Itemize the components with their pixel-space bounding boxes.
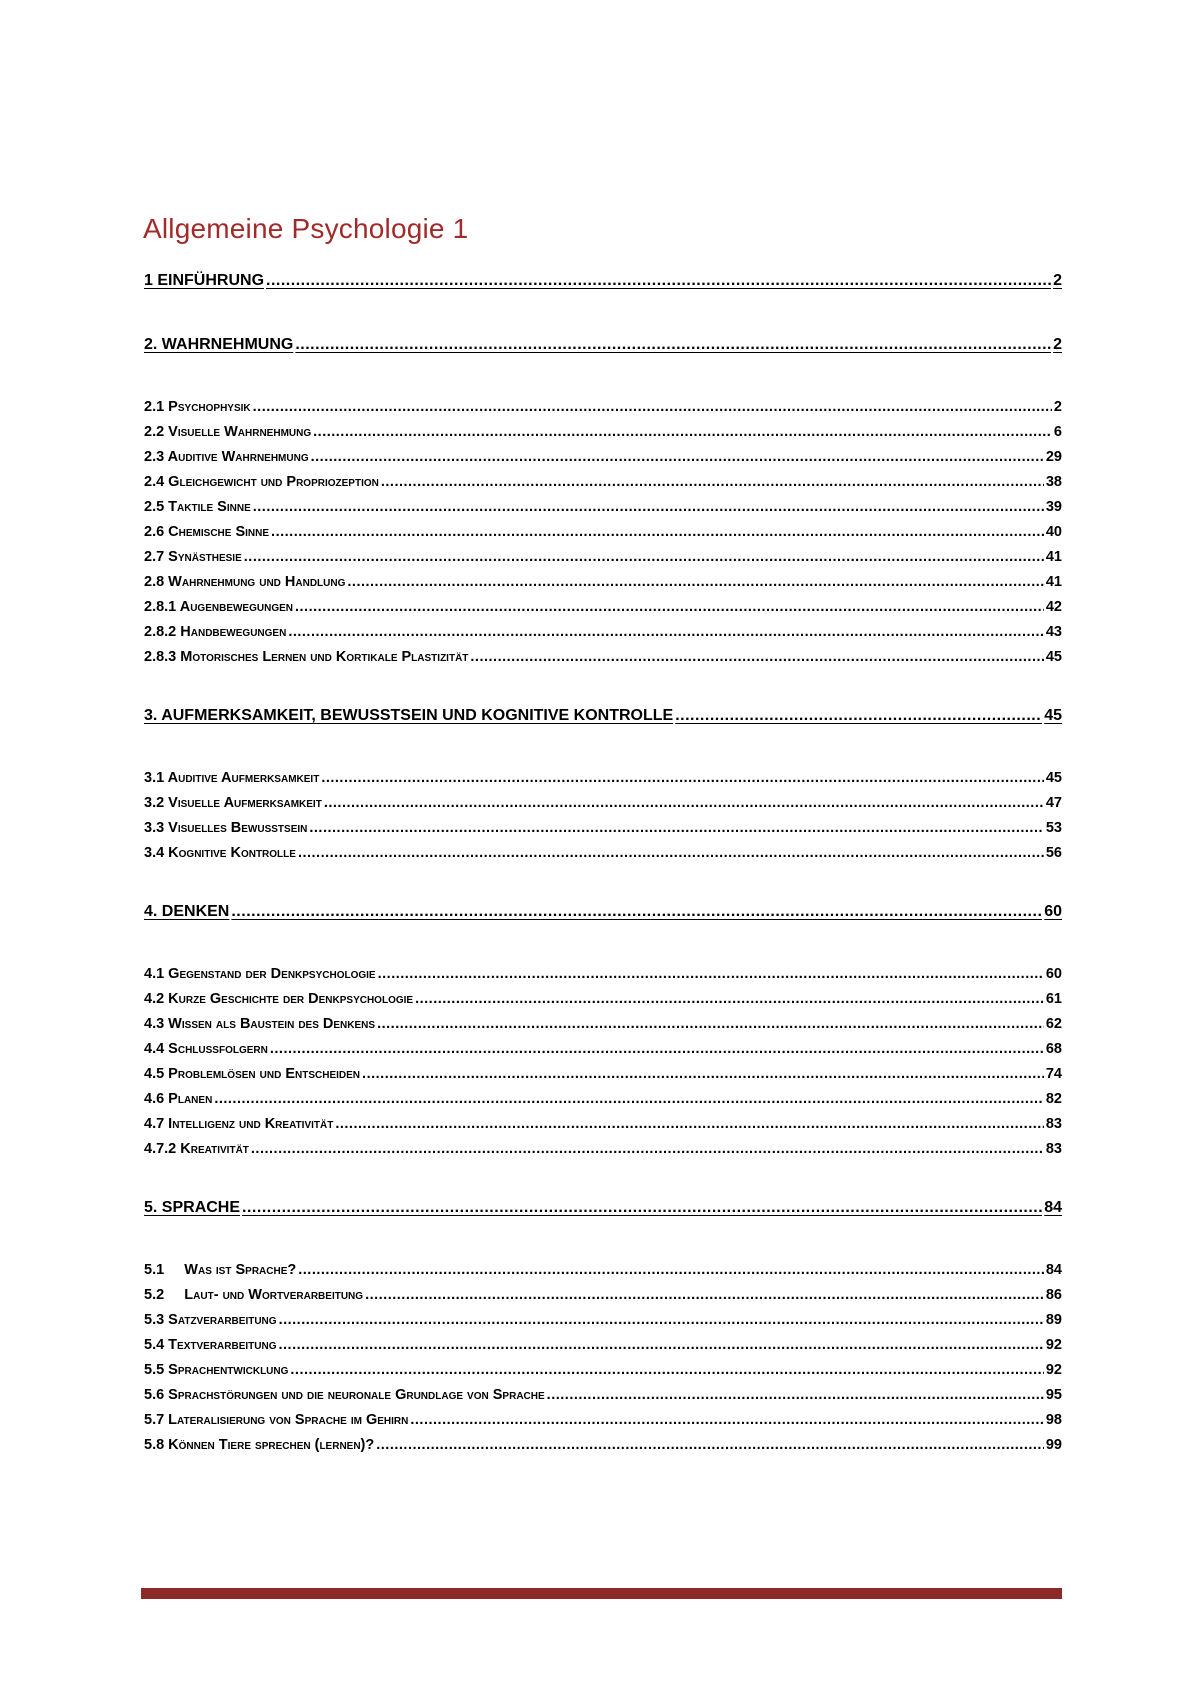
toc-entry-label: 2.4 Gleichgewicht und Propriozeption [144,474,379,490]
toc-entry[interactable] [144,270,1062,292]
toc-entry-page-number: 98 [1045,1412,1062,1428]
toc-entry-label: 5.5 Sprachentwicklung [144,1362,289,1378]
toc-entry[interactable] [144,901,1062,923]
toc-entry[interactable] [144,1434,1062,1456]
toc-entry[interactable] [144,521,1062,543]
toc-entry-label: 1 EINFÜHRUNG [144,272,265,289]
toc-entry[interactable] [144,1138,1062,1160]
toc-entry-page-number: 56 [1045,845,1062,861]
toc-leader-dots [378,963,1044,985]
toc-entry-label: 4.7.2 Kreativität [144,1141,249,1157]
toc-leader-dots [415,988,1044,1010]
toc-entry[interactable] [144,1409,1062,1431]
toc-leader-dots [288,621,1044,643]
toc-leader-dots [214,1088,1044,1110]
toc-entry-label: 2.3 Auditive Wahrnehmung [144,449,309,465]
toc-entry[interactable] [144,421,1062,443]
toc-entry-page-number: 60 [1044,903,1062,920]
toc-leader-dots [298,1259,1044,1281]
toc-entry-page-number: 53 [1045,820,1062,836]
toc-leader-dots [290,1359,1043,1381]
toc-entry-label: 2.8.3 Motorisches Lernen und Kortikale Plastizität [144,649,469,665]
toc-entry[interactable] [144,621,1062,643]
toc-entry[interactable] [144,817,1062,839]
toc-entry-label: 4.2 Kurze Geschichte der Denkpsychologie [144,991,414,1007]
toc-entry-page-number: 92 [1045,1362,1062,1378]
toc-entry-label: 3.1 Auditive Aufmerksamkeit [144,770,320,786]
toc-entry[interactable] [144,646,1062,668]
toc-leader-dots [311,446,1044,468]
toc-entry[interactable] [144,1113,1062,1135]
toc-entry-page-number: 29 [1045,449,1062,465]
toc-entry-page-number: 84 [1044,1199,1062,1216]
toc-entry[interactable] [144,596,1062,618]
toc-leader-dots [253,496,1044,518]
toc-entry[interactable] [144,1013,1062,1035]
toc-entry-page-number: 47 [1045,795,1062,811]
toc-entry-label: 3.4 Kognitive Kontrolle [144,845,296,861]
toc-entry[interactable] [144,842,1062,864]
toc-entry-label: 2.5 Taktile Sinne [144,499,251,515]
toc-leader-dots [410,1409,1043,1431]
toc-leader-dots [266,270,1051,292]
toc-entry-page-number: 83 [1045,1116,1062,1132]
toc-entry-label: 2.7 Synästhesie [144,549,242,565]
toc-entry[interactable] [144,1284,1062,1306]
toc-entry-page-number: 43 [1045,624,1062,640]
toc-entry-page-number: 42 [1045,599,1062,615]
toc-entry[interactable] [144,471,1062,493]
toc-entry-label: 5. SPRACHE [144,1199,241,1216]
toc-entry[interactable] [144,396,1062,418]
toc-entry-page-number: 89 [1045,1312,1062,1328]
toc-entry[interactable] [144,1038,1062,1060]
toc-leader-dots [309,817,1043,839]
toc-entry-page-number: 74 [1045,1066,1062,1082]
toc-leader-dots [547,1384,1044,1406]
toc-leader-dots [271,521,1044,543]
toc-entry-page-number: 39 [1045,499,1062,515]
toc-entry-page-number: 2 [1053,399,1062,415]
toc-entry[interactable] [144,963,1062,985]
toc-entry-page-number: 2 [1053,272,1062,289]
toc-entry-label: 2.8.2 Handbewegungen [144,624,287,640]
toc-entry-label: 5.2 Laut- und Wortverarbeitung [144,1287,364,1303]
toc-leader-dots [347,571,1043,593]
toc-leader-dots [279,1309,1044,1331]
toc-entry-label: 2.2 Visuelle Wahrnehmung [144,424,312,440]
toc-entry[interactable] [144,1063,1062,1085]
toc-entry-label: 2.8 Wahrnehmung und Handlung [144,574,346,590]
toc-entry-label: 3. AUFMERKSAMKEIT, BEWUSSTSEIN UND KOGNITIVE KONTROLLE [144,707,674,724]
toc-leader-dots [313,421,1052,443]
toc-entry-label: 4.4 Schlussfolgern [144,1041,268,1057]
toc-entry[interactable] [144,792,1062,814]
toc-leader-dots [251,1138,1044,1160]
toc-leader-dots [377,1013,1044,1035]
toc-entry-label: 4.5 Problemlösen und Entscheiden [144,1066,361,1082]
toc-leader-dots [362,1063,1044,1085]
toc-leader-dots [675,705,1042,727]
toc-entry[interactable] [144,1259,1062,1281]
toc-leader-dots [231,901,1042,923]
toc-leader-dots [295,334,1051,356]
toc-entry-page-number: 2 [1053,336,1062,353]
footer-rule [141,1588,1062,1599]
toc-leader-dots [335,1113,1044,1135]
toc-entry-page-number: 95 [1045,1387,1062,1403]
toc-leader-dots [253,396,1052,418]
toc-entry[interactable] [144,767,1062,789]
toc-entry-page-number: 38 [1045,474,1062,490]
toc-entry[interactable] [144,571,1062,593]
toc-entry-page-number: 99 [1045,1437,1062,1453]
toc-entry-label: 3.2 Visuelle Aufmerksamkeit [144,795,322,811]
toc-entry-label: 4.3 Wissen als Baustein des Denkens [144,1016,376,1032]
toc-leader-dots [242,1197,1042,1219]
toc-entry-page-number: 45 [1045,649,1062,665]
toc-leader-dots [279,1334,1044,1356]
toc-entry[interactable] [144,1334,1062,1356]
toc-entry-page-number: 41 [1045,574,1062,590]
toc-entry-label: 5.1 Was ist Sprache? [144,1262,297,1278]
toc-entry[interactable] [144,546,1062,568]
toc-entry-label: 5.8 Können Tiere sprechen (lernen)? [144,1437,375,1453]
toc-entry[interactable] [144,334,1062,356]
toc-leader-dots [270,1038,1044,1060]
toc-entry-page-number: 61 [1045,991,1062,1007]
toc-entry-label: 4.6 Planen [144,1091,213,1107]
toc-entry[interactable] [144,1384,1062,1406]
toc-entry[interactable] [144,1359,1062,1381]
toc-leader-dots [470,646,1043,668]
toc-entry-page-number: 45 [1045,770,1062,786]
toc-entry-page-number: 86 [1045,1287,1062,1303]
toc-leader-dots [381,471,1044,493]
toc-entry[interactable] [144,496,1062,518]
toc-leader-dots [295,596,1044,618]
toc-leader-dots [376,1434,1044,1456]
toc-entry-page-number: 6 [1053,424,1062,440]
toc-entry-label: 4.7 Intelligenz und Kreativität [144,1116,334,1132]
toc-entry-label: 2. WAHRNEHMUNG [144,336,294,353]
toc-entry[interactable] [144,705,1062,727]
toc-leader-dots [321,767,1044,789]
toc-entry-page-number: 62 [1045,1016,1062,1032]
toc-entry-page-number: 45 [1044,707,1062,724]
toc-entry[interactable] [144,1088,1062,1110]
toc-entry[interactable] [144,1197,1062,1219]
toc-leader-dots [324,792,1044,814]
toc-entry-page-number: 41 [1045,549,1062,565]
toc-entry-label: 2.8.1 Augenbewegungen [144,599,293,615]
toc-entry[interactable] [144,446,1062,468]
toc-entry-page-number: 83 [1045,1141,1062,1157]
toc-entry-label: 2.6 Chemische Sinne [144,524,270,540]
toc-leader-dots [365,1284,1044,1306]
toc-entry-label: 4. DENKEN [144,903,230,920]
toc-entry-page-number: 82 [1045,1091,1062,1107]
toc-entry-label: 5.7 Lateralisierung von Sprache im Gehirn [144,1412,409,1428]
toc-entry-label: 5.3 Satzverarbeitung [144,1312,277,1328]
toc-entry-page-number: 68 [1045,1041,1062,1057]
toc-entry-page-number: 84 [1045,1262,1062,1278]
toc-entry-page-number: 92 [1045,1337,1062,1353]
toc-entry-label: 3.3 Visuelles Bewusstsein [144,820,308,836]
toc-entry-label: 5.6 Sprachstörungen und die neuronale Grundlage von Sprache [144,1387,545,1403]
toc-entry[interactable] [144,988,1062,1010]
toc-entry[interactable] [144,1309,1062,1331]
toc-entry-label: 4.1 Gegenstand der Denkpsychologie [144,966,376,982]
toc-leader-dots [244,546,1044,568]
document-title: Allgemeine Psychologie 1 [143,213,469,244]
toc-entry-page-number: 60 [1045,966,1062,982]
toc-entry-page-number: 40 [1045,524,1062,540]
toc-entry-label: 5.4 Textverarbeitung [144,1337,277,1353]
toc-leader-dots [298,842,1044,864]
toc-entry-label: 2.1 Psychophysik [144,399,251,415]
